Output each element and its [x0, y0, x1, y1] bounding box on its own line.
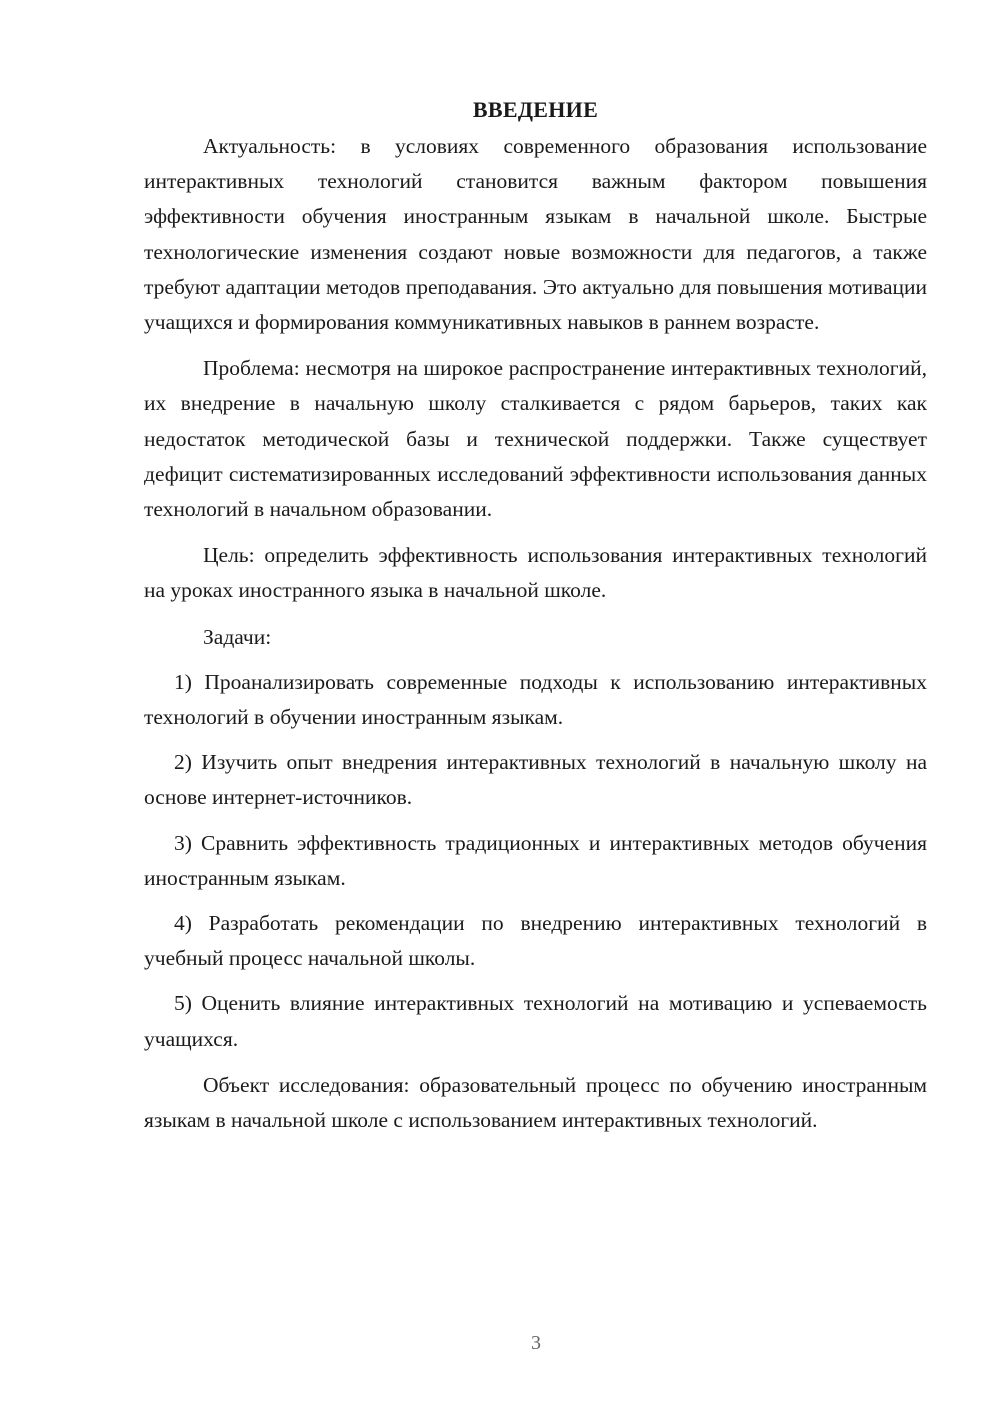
task-item-3: 3) Сравнить эффективность традиционных и интерактивных методов обучения иностранным языкам. — [144, 830, 927, 890]
paragraph-tasks-heading: Задачи: — [203, 624, 272, 649]
document-page — [144, 92, 927, 1138]
task-item-5: 5) Оценить влияние интерактивных технологий на мотивацию и успеваемость учащихся. — [144, 991, 927, 1051]
section-title: ВВЕДЕНИЕ — [472, 97, 599, 122]
paragraph-relevance: Актуальность: в условиях современного образования использование интерактивных технологий становится важным фактором повышения эффективности обучения иностранным языкам в начальной школе. Быстрые технологические изменения создают новые возможности для педагогов, а также требуют адаптации методов преподавания. Это актуально для повышения мотивации учащихся и формирования коммуникативных навыков в раннем возрасте. — [144, 134, 927, 335]
task-item-2: 2) Изучить опыт внедрения интерактивных технологий в начальную школу на основе интернет-источников. — [144, 750, 927, 810]
task-item-1: 1) Проанализировать современные подходы к использованию интерактивных технологий в обучении иностранным языкам. — [144, 669, 927, 730]
paragraph-object: Объект исследования: образовательный процесс по обучению иностранным языкам в начальной школе с использованием интерактивных технологий. — [144, 1072, 927, 1133]
paragraph-problem: Проблема: несмотря на широкое распространение интерактивных технологий, их внедрение в начальную школу сталкивается с рядом барьеров, таких как недостаток методической базы и технической поддержки. Также существует дефицит систематизированных исследований эффективности использования данных технологий в начальном образовании. — [144, 356, 927, 522]
task-item-4: 4) Разработать рекомендации по внедрению интерактивных технологий в учебный процесс начальной школы. — [144, 911, 927, 971]
paragraph-goal: Цель: определить эффективность использования интерактивных технологий на уроках иностранного языка в начальной школе. — [144, 543, 927, 603]
page-number: 3 — [531, 1332, 541, 1354]
